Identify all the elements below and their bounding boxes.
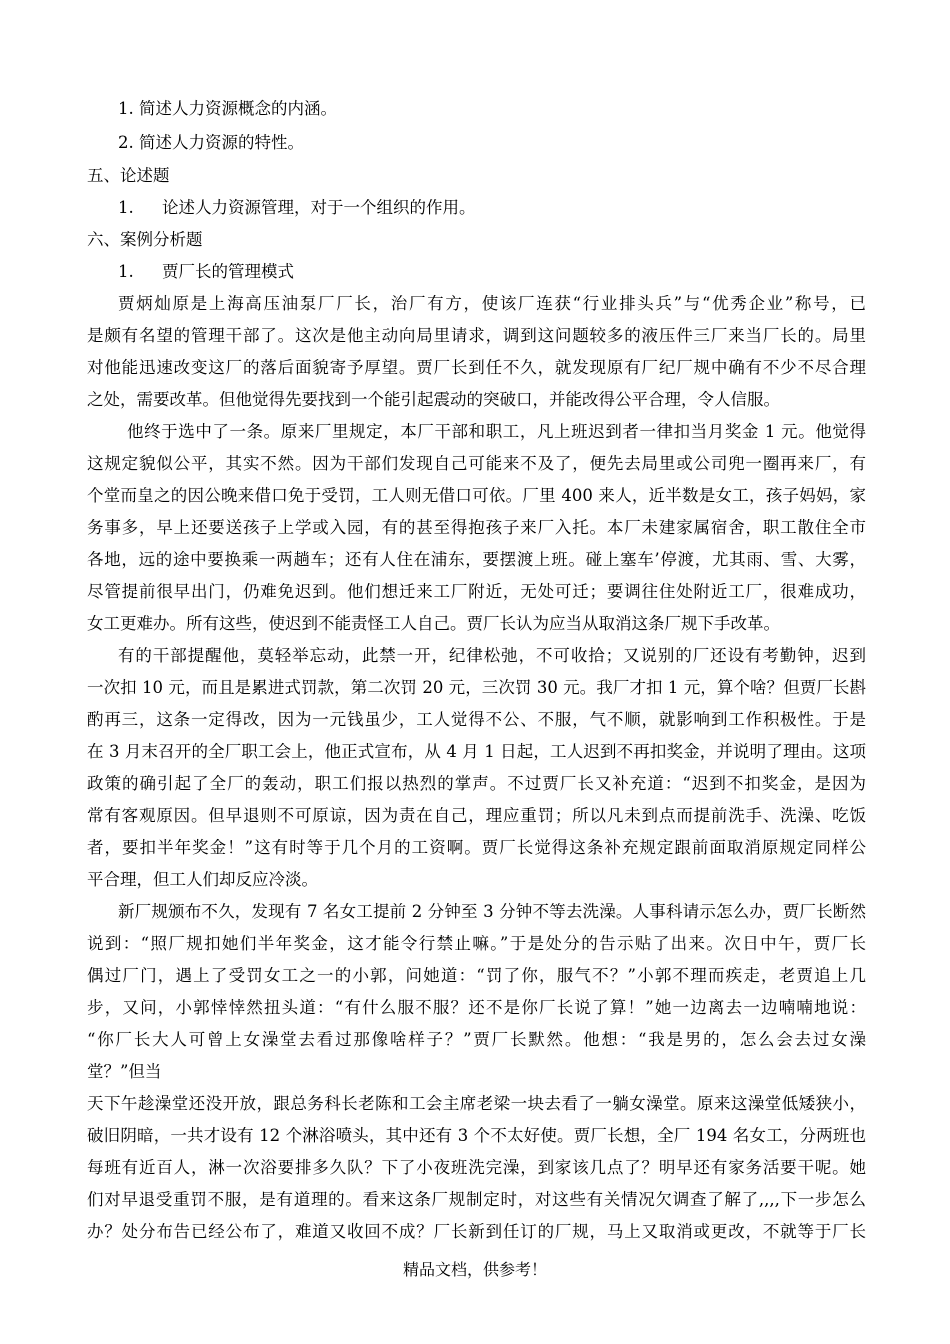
body-line: 一次扣 10 元，而且是累进式罚款，第二次罚 20 元，三次罚 30 元。我厂才扣 1 元，算个啥？但贾厂长斟 — [87, 678, 866, 697]
body-line: 破旧阴暗，一共才设有 12 个淋浴喷头，其中还有 3 个不太好使。贾厂长想，全厂 194 名女工，分两班也 — [87, 1126, 866, 1145]
body-line: 办？处分布告已经公布了，难道又收回不成？厂长新到任订的厂规，马上又取消或更改，不就等于厂长 — [87, 1222, 866, 1241]
body-line: 酌再三，这条一定得改，因为一元钱虽少，工人觉得不公、不服，气不顺，就影响到工作积极性。于是 — [87, 710, 866, 729]
section-heading-case: 六、案例分析题 — [87, 230, 203, 249]
body-line: 有的干部提醒他，莫轻举忘动，此禁一开，纪律松弛，不可收拾；又说别的厂还设有考勤钟，迟到 — [118, 646, 866, 665]
body-line: “你厂长大人可曾上女澡堂去看过那像啥样子？”贾厂长默然。他想：“我是男的，怎么会去过女澡 — [87, 1030, 866, 1049]
body-line: 贾炳灿原是上海高压油泵厂厂长，治厂有方，使该厂连获“行业排头兵”与“优秀企业”称号，已 — [118, 294, 866, 313]
body-line: 尽管提前很早出门，仍难免迟到。他们想迁来工厂附近，无处可迁；要调往住处附近工厂，很难成功， — [87, 582, 866, 601]
body-line: 务事多，早上还要送孩子上学或入园，有的甚至得抱孩子来厂入托。本厂未建家属宿舍，职工散住全市 — [87, 518, 866, 537]
case-title: 贾厂长的管理模式 — [162, 262, 294, 281]
body-line: 个堂而皇之的因公晚来借口免于受罚，工人则无借口可依。厂里 400 来人，近半数是女工，孩子妈妈，家 — [87, 486, 866, 505]
body-line: 者，要扣半年奖金！”这有时等于几个月的工资啊。贾厂长觉得这条补充规定跟前面取消原规定同样公 — [87, 838, 866, 857]
essay-question-number: 1. — [118, 198, 134, 217]
body-line: 说到：“照厂规扣她们半年奖金，这才能令行禁止嘛。”于是处分的告示贴了出来。次日中午，贾厂长 — [87, 934, 866, 953]
body-line: 步，又问，小郭悻悻然扭头道：“有什么服不服？还不是你厂长说了算！”她一边离去一边喃喃地说： — [87, 998, 866, 1017]
case-number: 1. — [118, 262, 134, 281]
body-line: 是颇有名望的管理干部了。这次是他主动向局里请求，调到这问题较多的液压件三厂来当厂长的。局里 — [87, 326, 866, 345]
page-footer: 精品文档，供参考！ — [402, 1260, 547, 1279]
question-short-2: 2. 简述人力资源的特性。 — [118, 133, 304, 152]
body-line: 他终于选中了一条。原来厂里规定，本厂干部和职工，凡上班迟到者一律扣当月奖金 1 元。他觉得 — [127, 422, 866, 441]
body-line: 之处，需要改革。但他觉得先要找到一个能引起震动的突破口，并能改得公平合理，令人信服。 — [87, 390, 780, 409]
body-line: 常有客观原因。但早退则不可原谅，因为责在自己，理应重罚；所以凡未到点而提前洗手、洗澡、吃饭 — [87, 806, 866, 825]
body-line: 堂？”但当 — [87, 1062, 162, 1081]
body-line: 这规定貌似公平，其实不然。因为干部们发现自己可能来不及了，便先去局里或公司兜一圈再来厂，有 — [87, 454, 866, 473]
body-line: 对他能迅速改变这厂的落后面貌寄予厚望。贾厂长到任不久，就发现原有厂纪厂规中确有不少不尽合理 — [87, 358, 866, 377]
body-line: 各地，远的途中要换乘一两趟车；还有人住在浦东，要摆渡上班。碰上塞车’停渡，尤其雨、雪、大雾， — [87, 550, 866, 569]
question-short-1: 1. 简述人力资源概念的内涵。 — [118, 99, 337, 118]
body-line: 平合理，但工人们却反应冷淡。 — [87, 870, 318, 889]
body-line: 政策的确引起了全厂的轰动，职工们报以热烈的掌声。不过贾厂长又补充道：“迟到不扣奖金，是因为 — [87, 774, 866, 793]
body-line: 女工更难办。所有这些，使迟到不能责怪工人自己。贾厂长认为应当从取消这条厂规下手改革。 — [87, 614, 780, 633]
section-heading-essay: 五、论述题 — [87, 166, 170, 185]
body-line: 偶过厂门，遇上了受罚女工之一的小郭，问她道：“罚了你，服气不？”小郭不理而疾走，老贾追上几 — [87, 966, 866, 985]
body-line: 每班有近百人，淋一次浴要排多久队？下了小夜班洗完澡，到家该几点了？明早还有家务活要干呢。她 — [87, 1158, 866, 1177]
body-line: 天下午趁澡堂还没开放，跟总务科长老陈和工会主席老梁一块去看了一躺女澡堂。原来这澡堂低矮狭小， — [87, 1094, 866, 1113]
body-line: 在 3 月末召开的全厂职工会上，他正式宣布，从 4 月 1 日起，工人迟到不再扣奖金，并说明了理由。这项 — [87, 742, 866, 761]
essay-question-text: 论述人力资源管理，对于一个组织的作用。 — [162, 198, 476, 217]
body-line: 们对早退受重罚不服，是有道理的。看来这条厂规制定时，对这些有关情况欠调查了解了,,,,下一步怎么 — [87, 1190, 866, 1209]
body-line: 新厂规颁布不久，发现有 7 名女工提前 2 分钟至 3 分钟不等去洗澡。人事科请示怎么办，贾厂长断然 — [118, 902, 866, 921]
